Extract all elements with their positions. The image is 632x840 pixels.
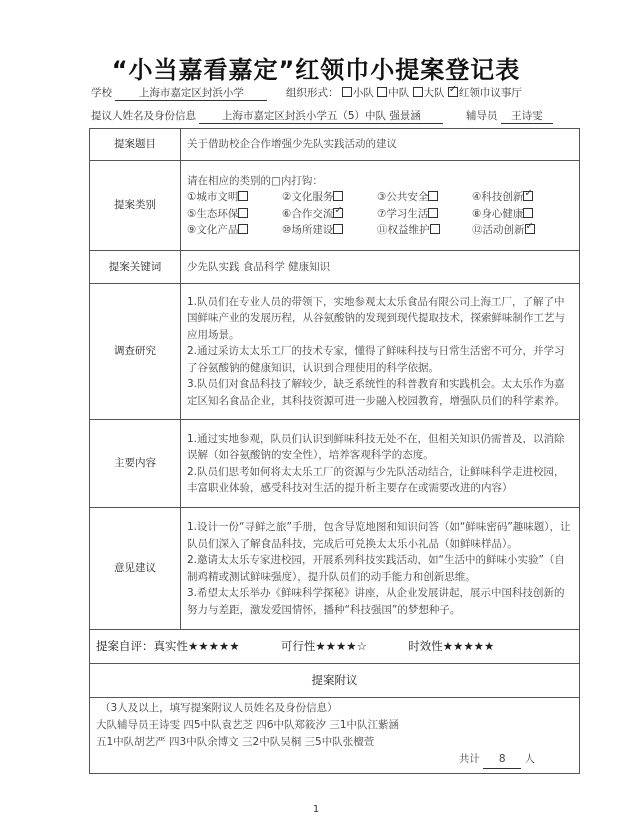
research-label: 调查研究 [90,284,181,420]
category-checkbox[interactable] [430,224,440,234]
research-row [90,284,580,420]
opinion-para-1: 1.设计一份“寻鲜之旅”手册，包含导览地图和知识问答（如“鲜味密码”趣味题），让队员们深入了解食品科技，完成后可兑换太太乐小礼品（如鲜味样品）。 [187,521,571,550]
topic-value[interactable]: 关于借助校企合作增强少先队实践活动的建议 [181,129,580,161]
category-cell [181,161,580,251]
org-option-label: 大队 [423,87,445,99]
category-option[interactable] [472,222,567,239]
category-option-label: ⑨文化产品 [187,224,239,236]
category-option-label: ⑫活动创新 [472,224,525,236]
category-option-label: ①城市文明 [187,191,239,203]
school-label: 学校 [91,87,112,99]
org-option-label: 小队 [352,87,374,99]
category-option-label: ④科技创新 [472,191,524,203]
category-option[interactable] [187,189,282,206]
keywords-row [90,251,580,284]
content-row [90,420,580,508]
eval-feasibility-label: 可行性 [280,639,316,654]
category-checkbox[interactable] [523,191,533,201]
opinion-para-3: 3.希望太太乐举办《鲜味科学探秘》讲座，从企业发展讲起，展示中国科技创新的努力与差距，激发爱国情怀，播种“科技强国”的梦想种子。 [187,587,565,616]
self-eval-label: 提案自评： [96,639,154,654]
attach-title-row [90,664,580,698]
attach-line-2: 五1中队胡艺严 四3中队余博文 三2中队吴桐 三5中队张檀萱 [96,736,375,748]
total-count[interactable]: 8 [483,751,521,769]
opinion-body[interactable] [181,508,580,630]
category-option-label: ③公共安全 [377,191,429,203]
category-option-label: ⑥合作交流 [282,207,334,220]
category-option[interactable] [282,222,377,239]
keywords-label: 提案关键词 [90,251,181,284]
attach-body[interactable] [90,698,580,774]
category-option[interactable] [377,189,472,206]
eval-truth-label: 真实性 [153,639,188,654]
mentor-field[interactable]: 王诗雯 [501,108,553,124]
category-option-label: ⑩场所建设 [282,224,334,236]
category-option[interactable] [187,222,282,239]
mentor-label: 辅导员 [466,110,498,122]
proposal-table [89,128,580,774]
opinion-row [90,508,580,630]
org-option-label: 红领巾议事厅 [458,87,522,99]
category-option-label: ⑦学习生活 [377,207,429,220]
category-checkbox[interactable] [525,224,535,234]
proposer-field[interactable]: 上海市嘉定区封浜小学五（5）中队 强景涵 [199,108,443,124]
category-checkbox[interactable] [238,191,248,201]
research-para-2: 2.通过采访太太乐工厂的技术专家，懂得了鲜味科技与日常生活密不可分，并学习了谷氨酸钠的健康知识，认识到合理使用的科学依据。 [187,345,565,374]
category-option-label: ⑤生态环保 [187,207,239,220]
category-checkbox[interactable] [333,191,343,201]
attach-note: （3人及以上，填写提案附议人员姓名及身份信息） [100,702,338,714]
school-line [91,85,522,101]
org-option-label: 中队 [388,87,410,99]
category-prompt: 请在相应的类别的□内打钩： [187,174,323,187]
topic-label: 提案题目 [90,129,181,161]
topic-row [90,129,580,161]
category-option[interactable] [282,189,377,206]
attach-body-row [90,698,580,774]
opinion-label: 意见建议 [90,508,181,630]
category-option[interactable] [377,206,472,223]
org-option-checkbox[interactable] [413,87,423,97]
research-para-1: 1.队员们在专业人员的带领下，实地参观太太乐食品有限公司上海工厂，了解了中国鲜味产业的发展历程，从谷氨酸钠的发现到现代提取技术，探索鲜味制作工艺与应用场景。 [187,295,565,341]
attach-line-1: 大队辅导员王诗雯 四5中队袁艺芝 四6中队郑筱汐 三1中队江紫涵 [96,719,400,731]
category-row [90,161,580,251]
eval-truth-stars[interactable]: ★★★★★ [188,639,240,654]
eval-timeliness-label: 时效性 [408,639,443,654]
category-checkbox[interactable] [523,208,533,218]
eval-feasibility-stars[interactable]: ★★★★☆ [315,639,367,654]
category-grid [187,189,573,239]
category-checkbox[interactable] [333,224,343,234]
self-eval-row [90,630,580,664]
content-label: 主要内容 [90,420,181,508]
content-para-2: 2.队员们思考如何将太太乐工厂的资源与少先队活动结合，让鲜味科学走进校园，丰富职业体验，感受科技对生活的提升析主要存在或需要改进的内容） [187,465,565,494]
category-checkbox[interactable] [428,191,438,201]
research-para-3: 3.队员们对食品科技了解较少，缺乏系统性的科普教育和实践机会。太太乐作为嘉定区知名食品企业，其科技资源可进一步融入校园教育，增强队员们的科学素养。 [187,378,565,407]
org-options [342,87,522,99]
category-label: 提案类别 [90,161,181,251]
category-option-label: ⑪权益维护 [377,224,430,236]
school-field[interactable]: 上海市嘉定区封浜小学 [115,85,267,101]
category-option-label: ②文化服务 [282,191,334,203]
category-option-label: ⑧身心健康 [472,207,524,220]
attach-total [96,751,573,769]
org-option-checkbox[interactable] [448,87,458,97]
category-checkbox[interactable] [238,224,248,234]
self-eval-cell [90,630,580,664]
keywords-value[interactable]: 少先队实践 食品科学 健康知识 [181,251,580,284]
proposer-line [91,108,553,124]
org-option-checkbox[interactable] [377,87,387,97]
category-option[interactable] [472,189,567,206]
category-checkbox[interactable] [333,208,343,218]
opinion-para-2: 2.邀请太太乐专家进校园，开展系列科技实践活动，如“生活中的鲜味小实验”（自制鸡精或测试鲜味强度），提升队员们的动手能力和创新思维。 [187,554,565,583]
org-option-checkbox[interactable] [342,87,352,97]
category-option[interactable] [472,206,567,223]
category-option[interactable] [282,206,377,223]
category-checkbox[interactable] [238,208,248,218]
category-option[interactable] [377,222,472,239]
research-body[interactable] [181,284,580,420]
content-para-1: 1.通过实地参观，队员们认识到鲜味科技无处不在，但相关知识仍需普及，以消除误解（如谷氨酸钠的安全性），培养客观科学的态度。 [187,432,565,461]
content-body[interactable] [181,420,580,508]
total-prefix: 共计 [458,753,480,765]
total-suffix: 人 [524,753,535,765]
proposer-label: 提议人姓名及身份信息 [91,110,196,122]
page-number: 1 [312,804,320,815]
form-title: “小当嘉看嘉定”红领巾小提案登记表 [111,56,521,84]
category-checkbox[interactable] [428,208,438,218]
attach-title: 提案附议 [90,664,580,698]
category-option[interactable] [187,206,282,223]
eval-timeliness-stars[interactable]: ★★★★★ [442,639,495,654]
org-label: 组织形式： [286,87,339,99]
